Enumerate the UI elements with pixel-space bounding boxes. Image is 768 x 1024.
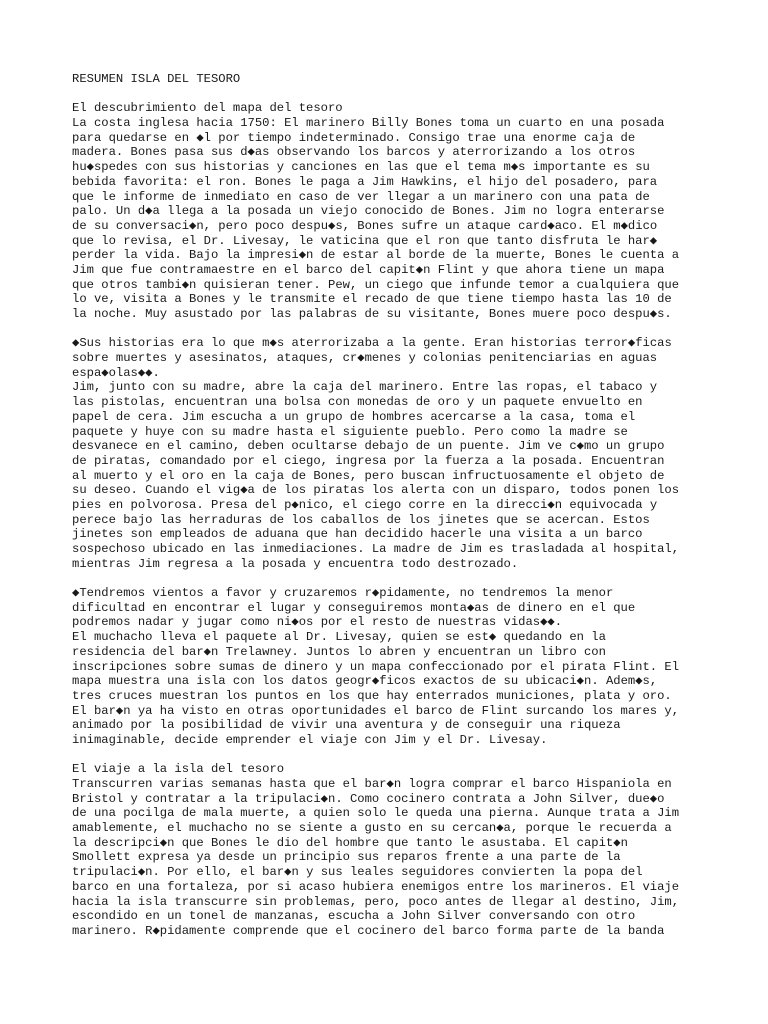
text-line: que le informe de inmediato en caso de ver llegar a un marinero con una pata de [72,189,650,204]
document-page [72,72,712,939]
text-line: para quedarse en ◆l por tiempo indeterminado. Consigo trae una enorme caja de [72,130,636,145]
text-line: tripulaci◆n. Por ello, el bar◆n y sus leales seguidores convierten la popa del [72,865,643,880]
text-line: animado por la posibilidad de vivir una aventura y de conseguir una riqueza [72,718,621,733]
text-line: Bristol y contratar a la tripulaci◆n. Como cocinero contrata a John Silver, due◆o [72,791,665,806]
text-line: mapa muestra una isla con los datos geogr◆ficos exactos de su ubicaci◆n. Adem◆s, [72,674,658,689]
text-line: El bar◆n ya ha visto en otras oportunidades el barco de Flint surcando los mares y, [72,703,680,718]
text-line: las pistolas, encuentran una bolsa con monedas de oro y un paquete envuelto en [72,395,643,410]
text-line: hu◆spedes con sus historias y canciones en las que el tema m◆s importante es su [72,160,650,175]
text-line: sospechoso ubicado en las inmediaciones. La madre de Jim es trasladada al hospital, [72,542,680,556]
text-line: hacia la isla transcurre sin problemas, pero, poco antes de llegar al destino, Jim, [72,894,680,909]
document-title: RESUMEN ISLA DEL TESORO [72,72,241,86]
text-line: paquete y huye con su madre hasta el siguiente pueblo. Pero como la madre se [72,424,628,439]
text-line: espa◆olas◆◆. [72,365,160,380]
text-line: madera. Bones pasa sus d◆as observando los barcos y aterrorizando a los otros [72,145,636,160]
text-line: sobre muertes y asesinatos, ataques, cr◆menes y colonias penitenciarias en aguas [72,351,658,366]
text-line: la descripci◆n que Bones le dio del hombre que tanto le asustaba. El capit◆n [72,835,628,850]
text-line: al muerto y el oro en la caja de Bones, pero buscan infructuosamente el objeto de [72,468,665,483]
text-line: inimaginable, decide emprender el viaje con Jim y el Dr. Livesay. [72,732,548,747]
text-line: lo ve, visita a Bones y le transmite el recado de que tiene tiempo hasta las 10 de [72,292,672,307]
text-line: barco en una fortaleza, por si acaso hubiera enemigos entre los marineros. El viaje [72,879,680,894]
text-line: inscripciones sobre sumas de dinero y un mapa confeccionado por el pirata Flint. El [72,659,680,674]
text-line: Smollett expresa ya desde un principio sus reparos frente a una parte de la [72,850,621,865]
paragraph [72,336,712,571]
paragraph-gap [72,87,712,102]
paragraph-gap [72,571,712,586]
text-line: perder la vida. Bajo la impresi◆n de estar al borde de la muerte, Bones le cuenta a [72,248,680,263]
text-line: mientras Jim regresa a la posada y encuentra todo destrozado. [72,556,519,571]
text-line: papel de cera. Jim escucha a un grupo de hombres acercarse a la casa, toma el [72,409,636,424]
text-line: su deseo. Cuando el vig◆a de los piratas los alerta con un disparo, todos ponen los [72,483,680,498]
text-line: que otros tambi◆n quisieran tener. Pew, un ciego que infunde temor a cualquiera que [72,277,680,292]
text-line: dificultad en encontrar el lugar y conseguiremos monta◆as de dinero en el que [72,600,636,615]
paragraph [72,762,712,938]
text-line: pies en polvorosa. Presa del p◆nico, el ciego corre en la direcci◆n equivocada y [72,497,658,512]
text-line: Jim que fue contramaestre en el barco del capit◆n Flint y que ahora tiene un mapa [72,262,665,277]
text-line: Jim, junto con su madre, abre la caja del marinero. Entre las ropas, el tabaco y [72,380,658,395]
text-line: ◆Tendremos vientos a favor y cruzaremos r◆pidamente, no tendremos la menor [72,586,614,601]
document-body [72,101,712,938]
text-line: marinero. R◆pidamente comprende que el cocinero del barco forma parte de la banda [72,923,665,938]
text-line: El viaje a la isla del tesoro [72,762,285,777]
text-line: amablemente, el muchacho no se siente a gusto en su cercan◆a, porque le recuerda a [72,821,672,836]
text-line: la noche. Muy asustado por las palabras de su visitante, Bones muere poco despu◆s. [72,307,672,321]
paragraph-gap [72,748,712,763]
text-line: bebida favorita: el ron. Bones le paga a Jim Hawkins, el hijo del posadero, para [72,174,658,189]
text-line: tres cruces muestran los puntos en los que hay enterrados municiones, plata y oro. [72,688,672,703]
text-line: desvanece en el camino, deben ocultarse debajo de un puente. Jim ve c◆mo un grupo [72,439,665,454]
text-line: residencia del bar◆n Trelawney. Juntos lo abren y encuentran un libro con [72,644,606,659]
text-line: de su conversaci◆n, pero poco despu◆s, Bones sufre un ataque card◆aco. El m◆dico [72,218,658,233]
paragraph [72,101,712,321]
paragraph [72,586,712,748]
text-line: jinetes son empleados de aduana que han decidido hacerle una visita a un barco [72,527,643,542]
text-line: El descubrimiento del mapa del tesoro [72,101,343,116]
text-line: perece bajo las herraduras de los caballos de los jinetes que se acercan. Estos [72,512,650,527]
text-line: de una pocilga de mala muerte, a quien solo le queda una pierna. Aunque trata a Jim [72,806,680,821]
text-line: escondido en un tonel de manzanas, escucha a John Silver conversando con otro [72,909,636,924]
text-line: podremos nadar y jugar como ni◆os por el resto de nuestras vidas◆◆. [72,615,563,630]
text-line: ◆Sus historias era lo que m◆s aterrorizaba a la gente. Eran historias terror◆ficas [72,336,672,351]
text-line: Transcurren varias semanas hasta que el bar◆n logra comprar el barco Hispaniola en [72,777,672,791]
text-line: de piratas, comandado por el ciego, ingresa por la fuerza a la posada. Encuentran [72,453,665,468]
text-line: que lo revisa, el Dr. Livesay, le vaticina que el ron que tanto disfruta le har◆ [72,233,658,248]
text-line: La costa inglesa hacia 1750: El marinero Billy Bones toma un cuarto en una posada [72,116,665,131]
text-line: palo. Un d◆a llega a la posada un viejo conocido de Bones. Jim no logra enterarse [72,204,665,219]
paragraph-gap [72,322,712,337]
text-line: El muchacho lleva el paquete al Dr. Livesay, quien se est◆ quedando en la [72,630,606,645]
